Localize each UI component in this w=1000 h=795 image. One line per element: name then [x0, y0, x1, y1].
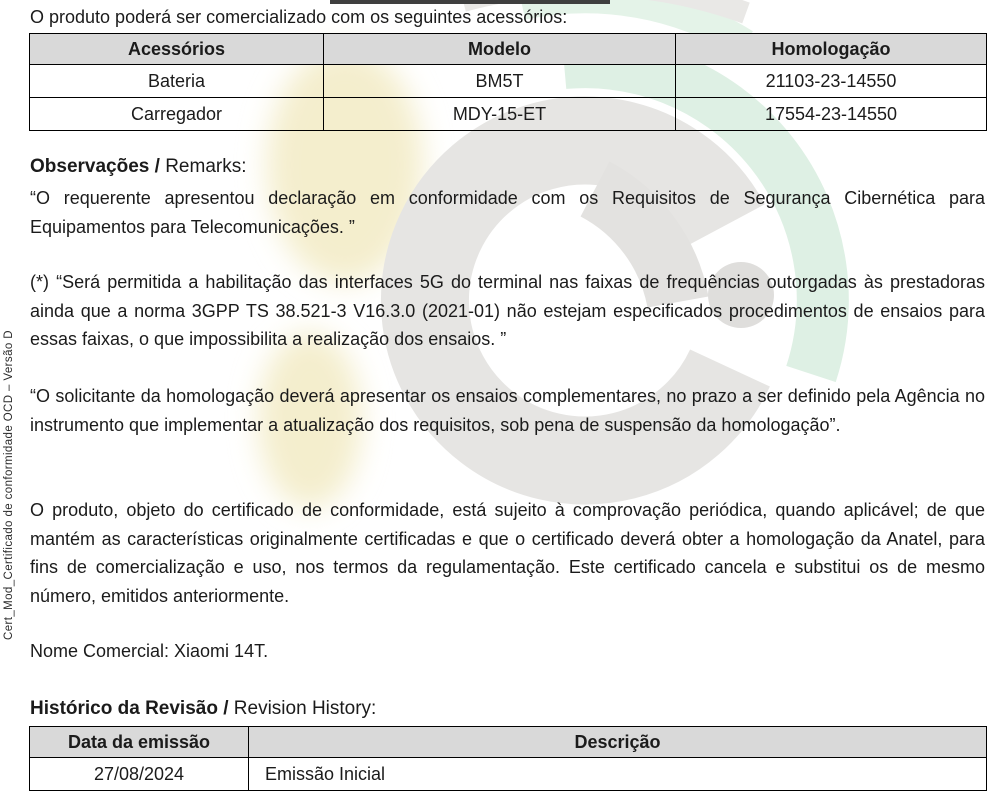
accessories-table: [29, 33, 987, 131]
observations-heading: [30, 155, 247, 179]
revision-history-table: [29, 726, 987, 791]
observations-paragraph-cybersecurity: “O requerente apresentou declaração em conformidade com os Requisitos de Segurança Cibernética para Equipamentos para Telecomunicações. ”: [30, 188, 985, 237]
table-row: [30, 98, 987, 131]
accessory-model-cell: MDY-15-ET: [324, 98, 676, 131]
revision-description-cell: Emissão Inicial: [249, 758, 987, 791]
observations-paragraph-periodic-verification: O produto, objeto do certificado de conformidade, está sujeito à comprovação periódica, quando aplicável; de que mantém as características originalmente certificadas e que o certificado deverá obter a homologação da Anatel, para fins de comercialização e uso, nos termos da regulamentação. Este certificado cancela e substitui os de mesmo número, emitidos anteriormente.: [30, 500, 985, 606]
accessory-homologation-cell: 21103-23-14550: [676, 65, 987, 98]
revision-history-heading: [30, 697, 376, 721]
accessory-name-cell: Carregador: [30, 98, 324, 131]
revision-header-row: [30, 727, 987, 758]
accessory-name-cell: Bateria: [30, 65, 324, 98]
revision-date-cell: 27/08/2024: [30, 758, 249, 791]
accessories-header-modelo: Modelo: [324, 34, 676, 65]
accessory-model-cell: BM5T: [324, 65, 676, 98]
intro-line: O produto poderá ser comercializado com os seguintes acessórios:: [30, 7, 568, 27]
table-row: [30, 65, 987, 98]
accessory-homologation-cell: 17554-23-14550: [676, 98, 987, 131]
observations-paragraph-complementary-tests: “O solicitante da homologação deverá apresentar os ensaios complementares, no prazo a ser definido pela Agência no instrumento que implementar a atualização dos requisitos, sob pena de suspensão da homologação”.: [30, 386, 985, 435]
revision-heading-pt: Histórico da Revisão /: [30, 698, 234, 719]
document-version-vertical-label: Cert_Mod_Certificado de conformidade OCD – Versão D: [3, 330, 15, 640]
revision-header-description: Descrição: [249, 727, 987, 758]
observations-paragraph-5g-interfaces: (*) “Será permitida a habilitação das interfaces 5G do terminal nas faixas de frequências outorgadas às prestadoras ainda que a norma 3GPP TS 38.521-3 V16.3.0 (2021-01) não estejam especificados procedimentos de ensaios para essas faixas, o que impossibilita a realização dos ensaios. ”: [30, 272, 985, 349]
observations-heading-en: Remarks:: [165, 156, 247, 177]
revision-heading-en: Revision History:: [233, 698, 377, 719]
accessories-header-row: [30, 34, 987, 65]
accessories-header-acessorios: Acessórios: [30, 34, 324, 65]
accessories-header-homologacao: Homologação: [676, 34, 987, 65]
revision-header-date: Data da emissão: [30, 727, 249, 758]
trade-name-line: Nome Comercial: Xiaomi 14T.: [30, 641, 269, 661]
cropped-content-artifact: [330, 0, 610, 4]
table-row: [30, 758, 987, 791]
observations-heading-pt: Observações /: [30, 156, 166, 177]
